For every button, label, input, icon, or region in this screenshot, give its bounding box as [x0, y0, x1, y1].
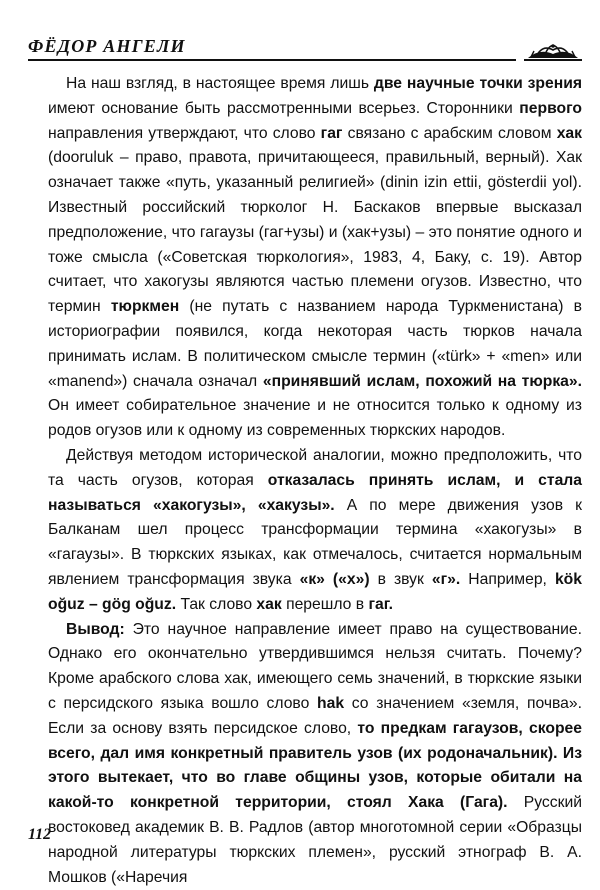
bold-run: то предкам гагаузов, скорее всего, дал имя конкретный правитель узов (их родоначальник). Из этого вытекает, что во главе общины узов, которые обитали на какой-то конкретной территории, стоял Хака (Гага).: [48, 719, 582, 812]
bold-run: «г».: [431, 570, 461, 588]
page-number: 112: [28, 826, 52, 843]
bold-run: отказалась принять ислам, и стала называться «хакогузы», «хакузы».: [48, 471, 582, 514]
text-run: Действуя методом исторической аналогии, можно предположить, что та часть огузов, которая: [48, 446, 582, 489]
bold-run: первого: [519, 99, 582, 117]
bold-run: хак: [256, 595, 282, 613]
bold-run: тюркмен: [110, 298, 180, 316]
paragraph-1: [48, 72, 582, 444]
text-run: перешло в: [281, 595, 369, 613]
paragraph-3: [48, 618, 582, 890]
ornament-icon: [522, 40, 584, 62]
running-title: ФЁДОР АНГЕЛИ: [28, 36, 186, 56]
bold-run: «к» («х»): [299, 570, 370, 588]
bold-run: hak: [317, 694, 345, 712]
text-run: связано с арабским словом: [342, 124, 557, 142]
bold-run: хак: [556, 124, 582, 142]
text-run: А по мере движения узов к Балканам шел процесс трансформации термина «хакогузы» в «гагаузы». В тюркских языках, как отмечалось, считается нормальным явлением трансформация звука: [48, 496, 582, 588]
running-header: [28, 36, 580, 60]
bold-run: «принявший ислам, похожий на тюрка».: [262, 372, 582, 390]
text-run: со значением «земля, почва». Если за основу взять персидское слово,: [48, 694, 582, 737]
body-text: [48, 72, 582, 890]
text-run: (не путать с названием народа Туркменистана) в историографии появился, когда некоторая часть тюрков начала принимать ислам. В политическом смысле термин («türk» + «men» или «manend») сначала означал: [48, 298, 583, 390]
text-run: Русский востоковед академик В. В. Радлов (автор многотомной серии «Образцы народной литературы тюркских племен», русский этнограф В. А. Мошков («Наречия: [48, 794, 583, 886]
text-run: Например,: [460, 570, 555, 588]
text-run: Это научное направление имеет право на существование. Однако его окончательно утвердившимся нельзя считать. Почему? Кроме арабского слова хак, имеющего семь значений, в тюркские языки с персидского языка вошло слово: [48, 620, 582, 712]
bold-run: гаг: [320, 124, 343, 142]
text-run: в звук: [369, 570, 432, 588]
bold-run: Вывод:: [66, 620, 125, 638]
text-run: имеют основание быть рассмотренными всерьез. Сторонники: [48, 99, 520, 117]
text-run: Он имеет собирательное значение и не относится только к одному из родов огузов или к одному из современных тюркских народов.: [48, 397, 582, 440]
bold-run: гаг.: [368, 595, 394, 613]
text-run: (dooruluk – право, правота, причитающееся, правильный, верный). Хак означает также «путь, указанный религией» (dinin izin ettii, gösterdii yol). Известный российский тюрколог Н. Баскаков впервые высказал предположение, что гагаузы (гаг+узы) и (хак+узы) – это понятие одного и тоже смысла («Советская тюркология», 1983, 4, Баку, с. 19). Автор считает, что хакогузы являются частью племени огузов. Известно, что термин: [48, 149, 582, 316]
bold-run: kök oğuz – gög oğuz.: [48, 570, 582, 613]
text-run: направления утверждают, что слово: [48, 124, 321, 142]
header-rule: [28, 59, 516, 61]
bold-run: две научные точки зрения: [373, 75, 582, 92]
text-run: Так слово: [176, 595, 257, 613]
paragraph-2: [48, 444, 582, 618]
text-run: На наш взгляд, в настоящее время лишь: [66, 75, 374, 92]
